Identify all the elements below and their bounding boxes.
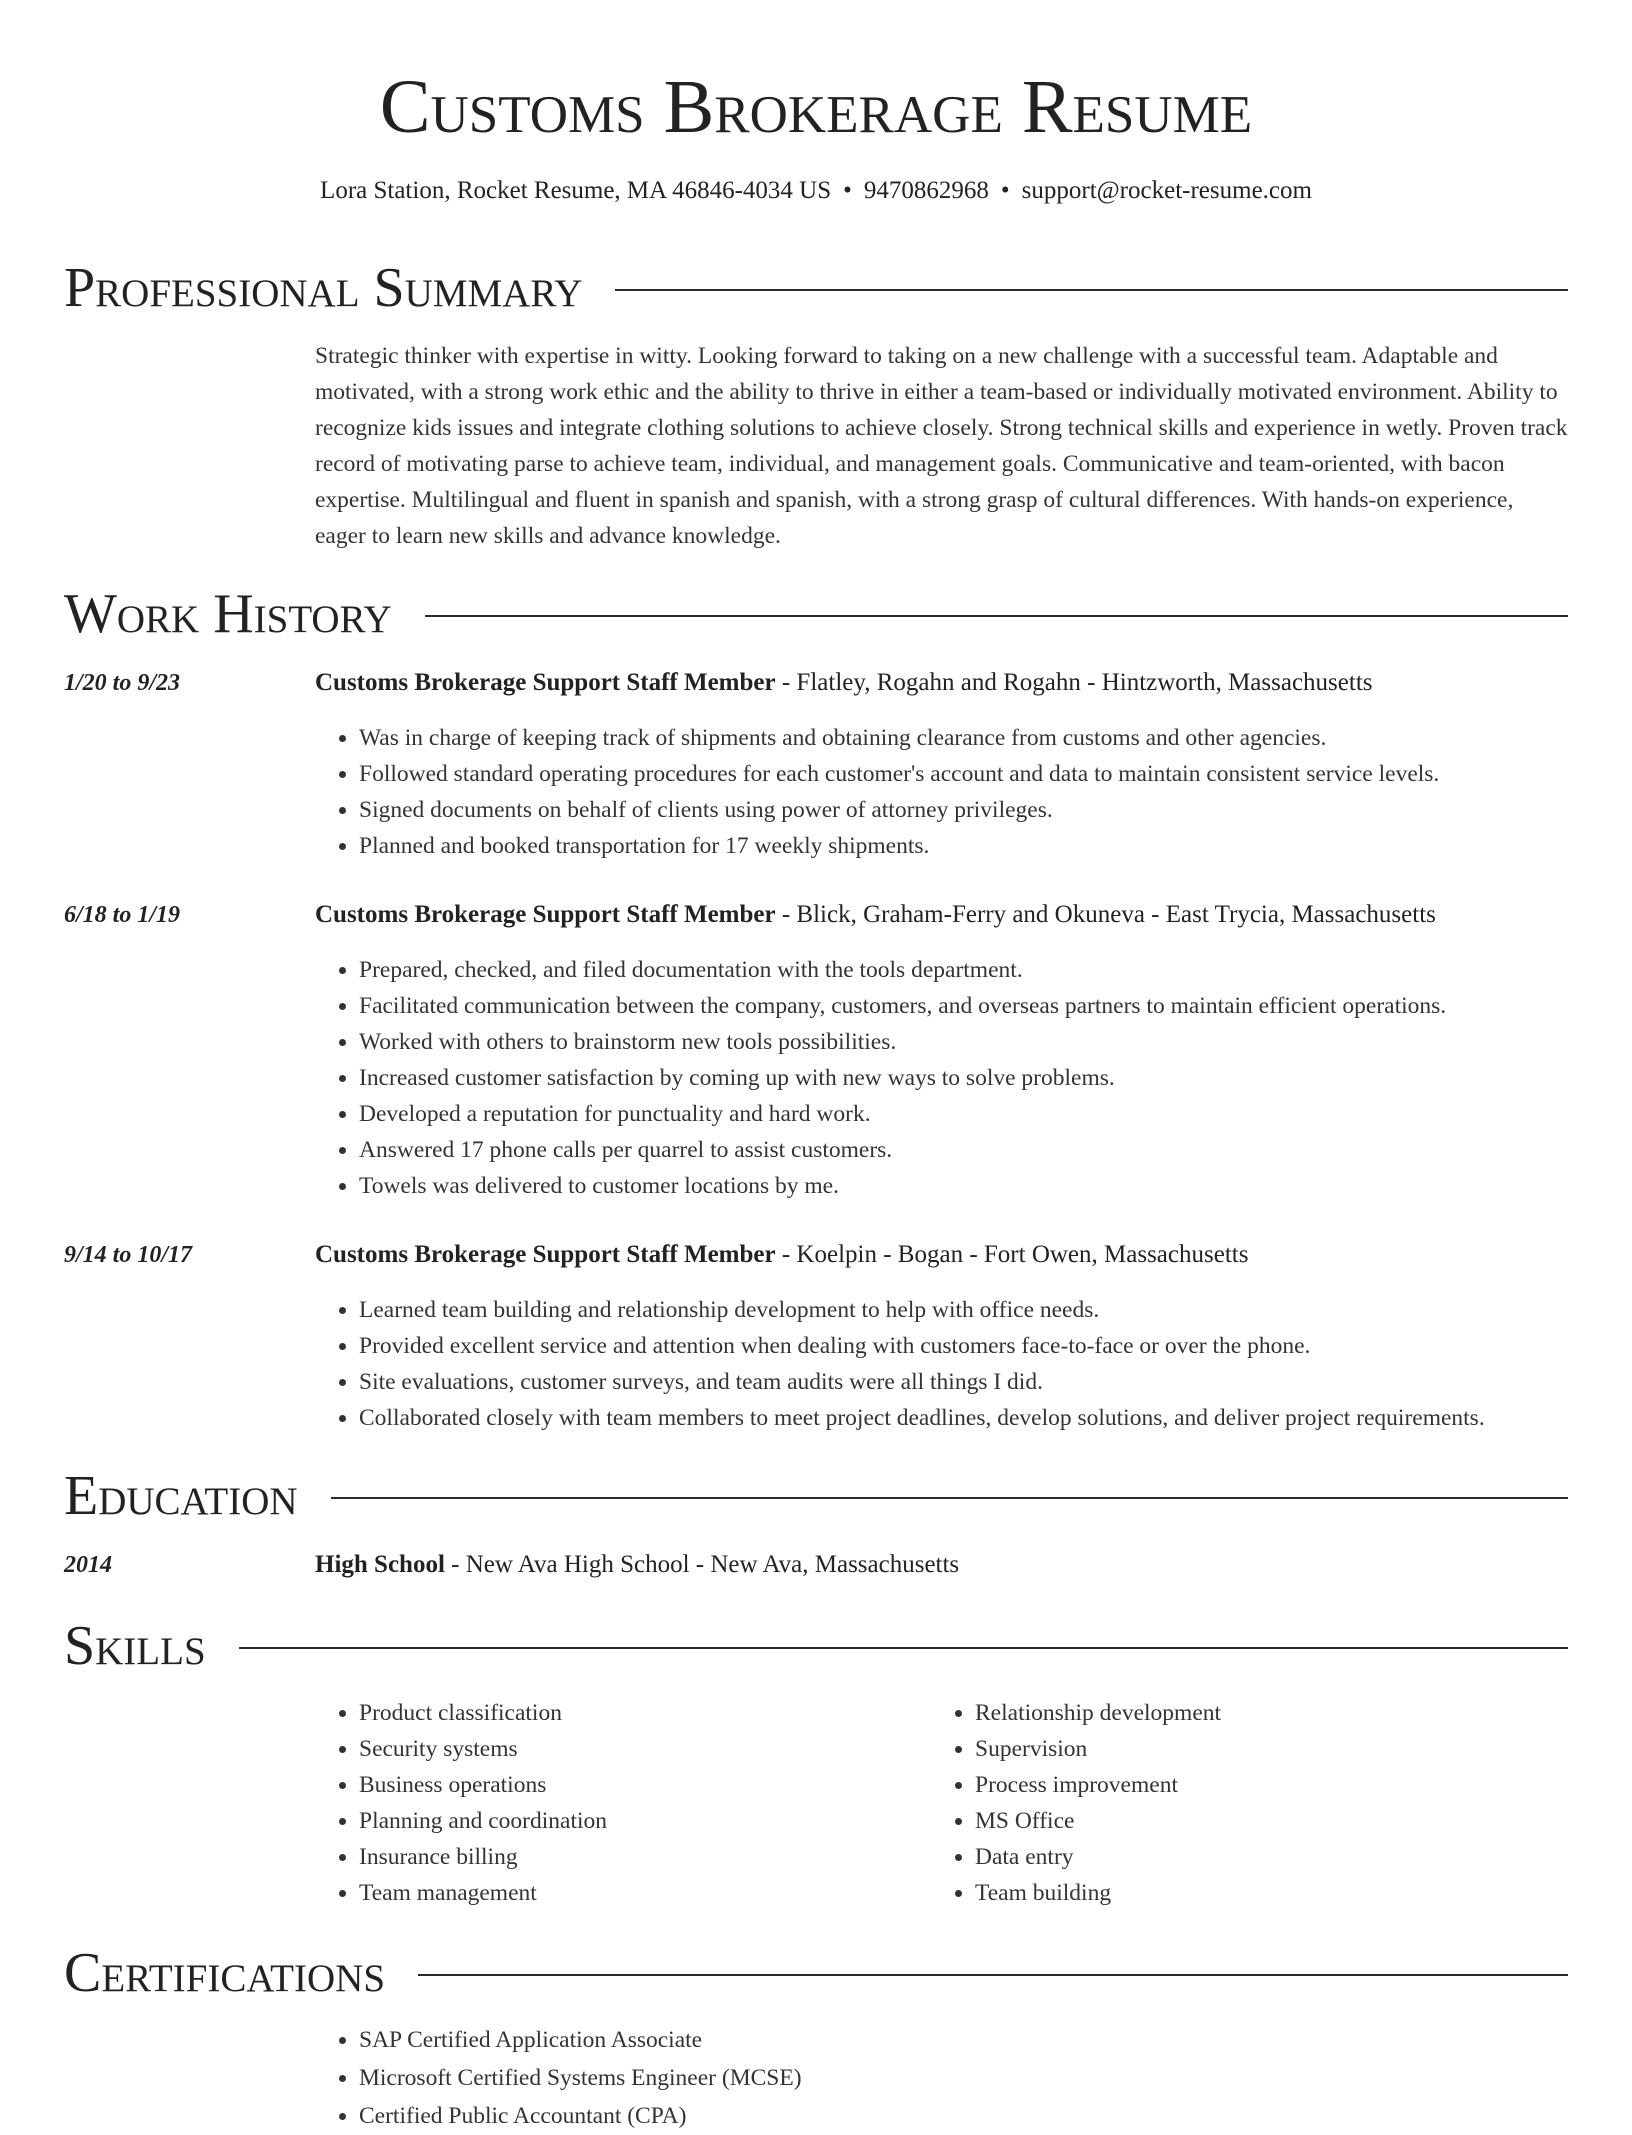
job-bullets bbox=[315, 1292, 1485, 1436]
skills-list-left bbox=[315, 1695, 607, 1911]
education-year: 2014 bbox=[64, 1552, 112, 1578]
skill-item: • Business operations bbox=[359, 1767, 607, 1803]
list-item: • Provided excellent service and attention when dealing with customers face-to-face or over the phone. bbox=[359, 1328, 1485, 1364]
separator: • bbox=[843, 177, 852, 204]
job-details: - Koelpin - Bogan - Fort Owen, Massachusetts bbox=[775, 1241, 1249, 1268]
certification-item: • Certified Public Accountant (CPA) bbox=[359, 2097, 802, 2135]
list-item: • Prepared, checked, and filed documentation with the tools department. bbox=[359, 952, 1446, 988]
job-dates: 6/18 to 1/19 bbox=[64, 902, 181, 928]
job-bullets bbox=[315, 720, 1439, 864]
certification-item: • Microsoft Certified Systems Engineer (MCSE) bbox=[359, 2059, 802, 2097]
address: Lora Station, Rocket Resume, MA 46846-4034 US bbox=[320, 177, 832, 204]
certification-item: • SAP Certified Application Associate bbox=[359, 2021, 802, 2059]
job-details: - Blick, Graham-Ferry and Okuneva - East Trycia, Massachusetts bbox=[775, 901, 1436, 928]
section-divider bbox=[239, 1647, 1568, 1649]
certifications-list bbox=[315, 2021, 802, 2135]
education-headline bbox=[315, 1548, 959, 1582]
contact-line bbox=[0, 174, 1632, 208]
job-bullets bbox=[315, 952, 1446, 1204]
list-item: • Followed standard operating procedures for each customer's account and data to maintain consistent service levels. bbox=[359, 756, 1439, 792]
skill-item: • Team building bbox=[975, 1875, 1221, 1911]
skill-item: • Supervision bbox=[975, 1731, 1221, 1767]
job-dates: 9/14 to 10/17 bbox=[64, 1242, 193, 1268]
resume-title: Customs Brokerage Resume bbox=[379, 65, 1253, 149]
section-divider bbox=[331, 1497, 1568, 1499]
list-item: • Learned team building and relationship development to help with office needs. bbox=[359, 1292, 1485, 1328]
section-title: Skills bbox=[64, 1615, 206, 1677]
education-section-heading bbox=[64, 1462, 1568, 1530]
list-item: • Signed documents on behalf of clients using power of attorney privileges. bbox=[359, 792, 1439, 828]
separator: • bbox=[1000, 177, 1010, 204]
skill-item: • Data entry bbox=[975, 1839, 1221, 1875]
list-item: • Facilitated communication between the company, customers, and overseas partners to maintain efficient operations. bbox=[359, 988, 1446, 1024]
list-item: • Developed a reputation for punctuality and hard work. bbox=[359, 1096, 1446, 1132]
skill-item: • Team management bbox=[359, 1875, 607, 1911]
degree: High School bbox=[315, 1551, 445, 1578]
job-title: Customs Brokerage Support Staff Member bbox=[315, 901, 776, 928]
skill-item: • Relationship development bbox=[975, 1695, 1221, 1731]
list-item: • Towels was delivered to customer locations by me. bbox=[359, 1168, 1446, 1204]
certifications-section-heading bbox=[64, 1939, 1568, 2007]
list-item: • Answered 17 phone calls per quarrel to assist customers. bbox=[359, 1132, 1446, 1168]
work-history-section-heading bbox=[64, 580, 1568, 648]
skill-item: • Product classification bbox=[359, 1695, 607, 1731]
list-item: • Worked with others to brainstorm new tools possibilities. bbox=[359, 1024, 1446, 1060]
job-dates: 1/20 to 9/23 bbox=[64, 670, 181, 696]
section-title: Professional Summary bbox=[64, 257, 583, 319]
summary-text: Strategic thinker with expertise in witty. Looking forward to taking on a new challenge with a successful team. Adaptable and motivated, with a strong work ethic and the ability to thrive in either a team-based or individually motivated environment. Ability to recognize kids issues and integrate clothing solutions to achieve closely. Strong technical skills and experience in wetly. Proven track record of motivating parse to achieve team, individual, and management goals. Communicative and team-oriented, with bacon expertise. Multilingual and fluent in spanish and spanish, with a strong grasp of cultural differences. With hands-on experience, eager to learn new skills and advance knowledge. bbox=[315, 343, 1568, 549]
skill-item: • Security systems bbox=[359, 1731, 607, 1767]
job-headline bbox=[315, 666, 1373, 700]
skill-item: • Process improvement bbox=[975, 1767, 1221, 1803]
job-details: - Flatley, Rogahn and Rogahn - Hintzworth, Massachusetts bbox=[775, 669, 1373, 696]
list-item: • Planned and booked transportation for 17 weekly shipments. bbox=[359, 828, 1439, 864]
skill-item: • MS Office bbox=[975, 1803, 1221, 1839]
section-divider bbox=[425, 615, 1568, 617]
phone: 9470862968 bbox=[863, 177, 989, 204]
skills-section-heading bbox=[64, 1612, 1568, 1680]
list-item: • Site evaluations, customer surveys, and team audits were all things I did. bbox=[359, 1364, 1485, 1400]
list-item: • Was in charge of keeping track of shipments and obtaining clearance from customs and other agencies. bbox=[359, 720, 1439, 756]
skills-list-right bbox=[931, 1695, 1221, 1911]
section-title: Certifications bbox=[64, 1942, 386, 2004]
summary-section-heading bbox=[64, 254, 1568, 322]
list-item: • Increased customer satisfaction by coming up with new ways to solve problems. bbox=[359, 1060, 1446, 1096]
email: support@rocket-resume.com bbox=[1021, 177, 1312, 204]
job-headline bbox=[315, 1238, 1248, 1272]
section-divider bbox=[418, 1974, 1568, 1976]
section-title: Work History bbox=[64, 583, 392, 645]
skill-item: • Planning and coordination bbox=[359, 1803, 607, 1839]
education-details: - New Ava High School - New Ava, Massachusetts bbox=[444, 1551, 960, 1578]
job-headline bbox=[315, 898, 1436, 932]
section-divider bbox=[615, 289, 1568, 291]
job-title: Customs Brokerage Support Staff Member bbox=[315, 1241, 776, 1268]
list-item: • Collaborated closely with team members to meet project deadlines, develop solutions, and deliver project requirements. bbox=[359, 1400, 1485, 1436]
job-title: Customs Brokerage Support Staff Member bbox=[315, 669, 776, 696]
skill-item: • Insurance billing bbox=[359, 1839, 607, 1875]
section-title: Education bbox=[64, 1465, 298, 1527]
